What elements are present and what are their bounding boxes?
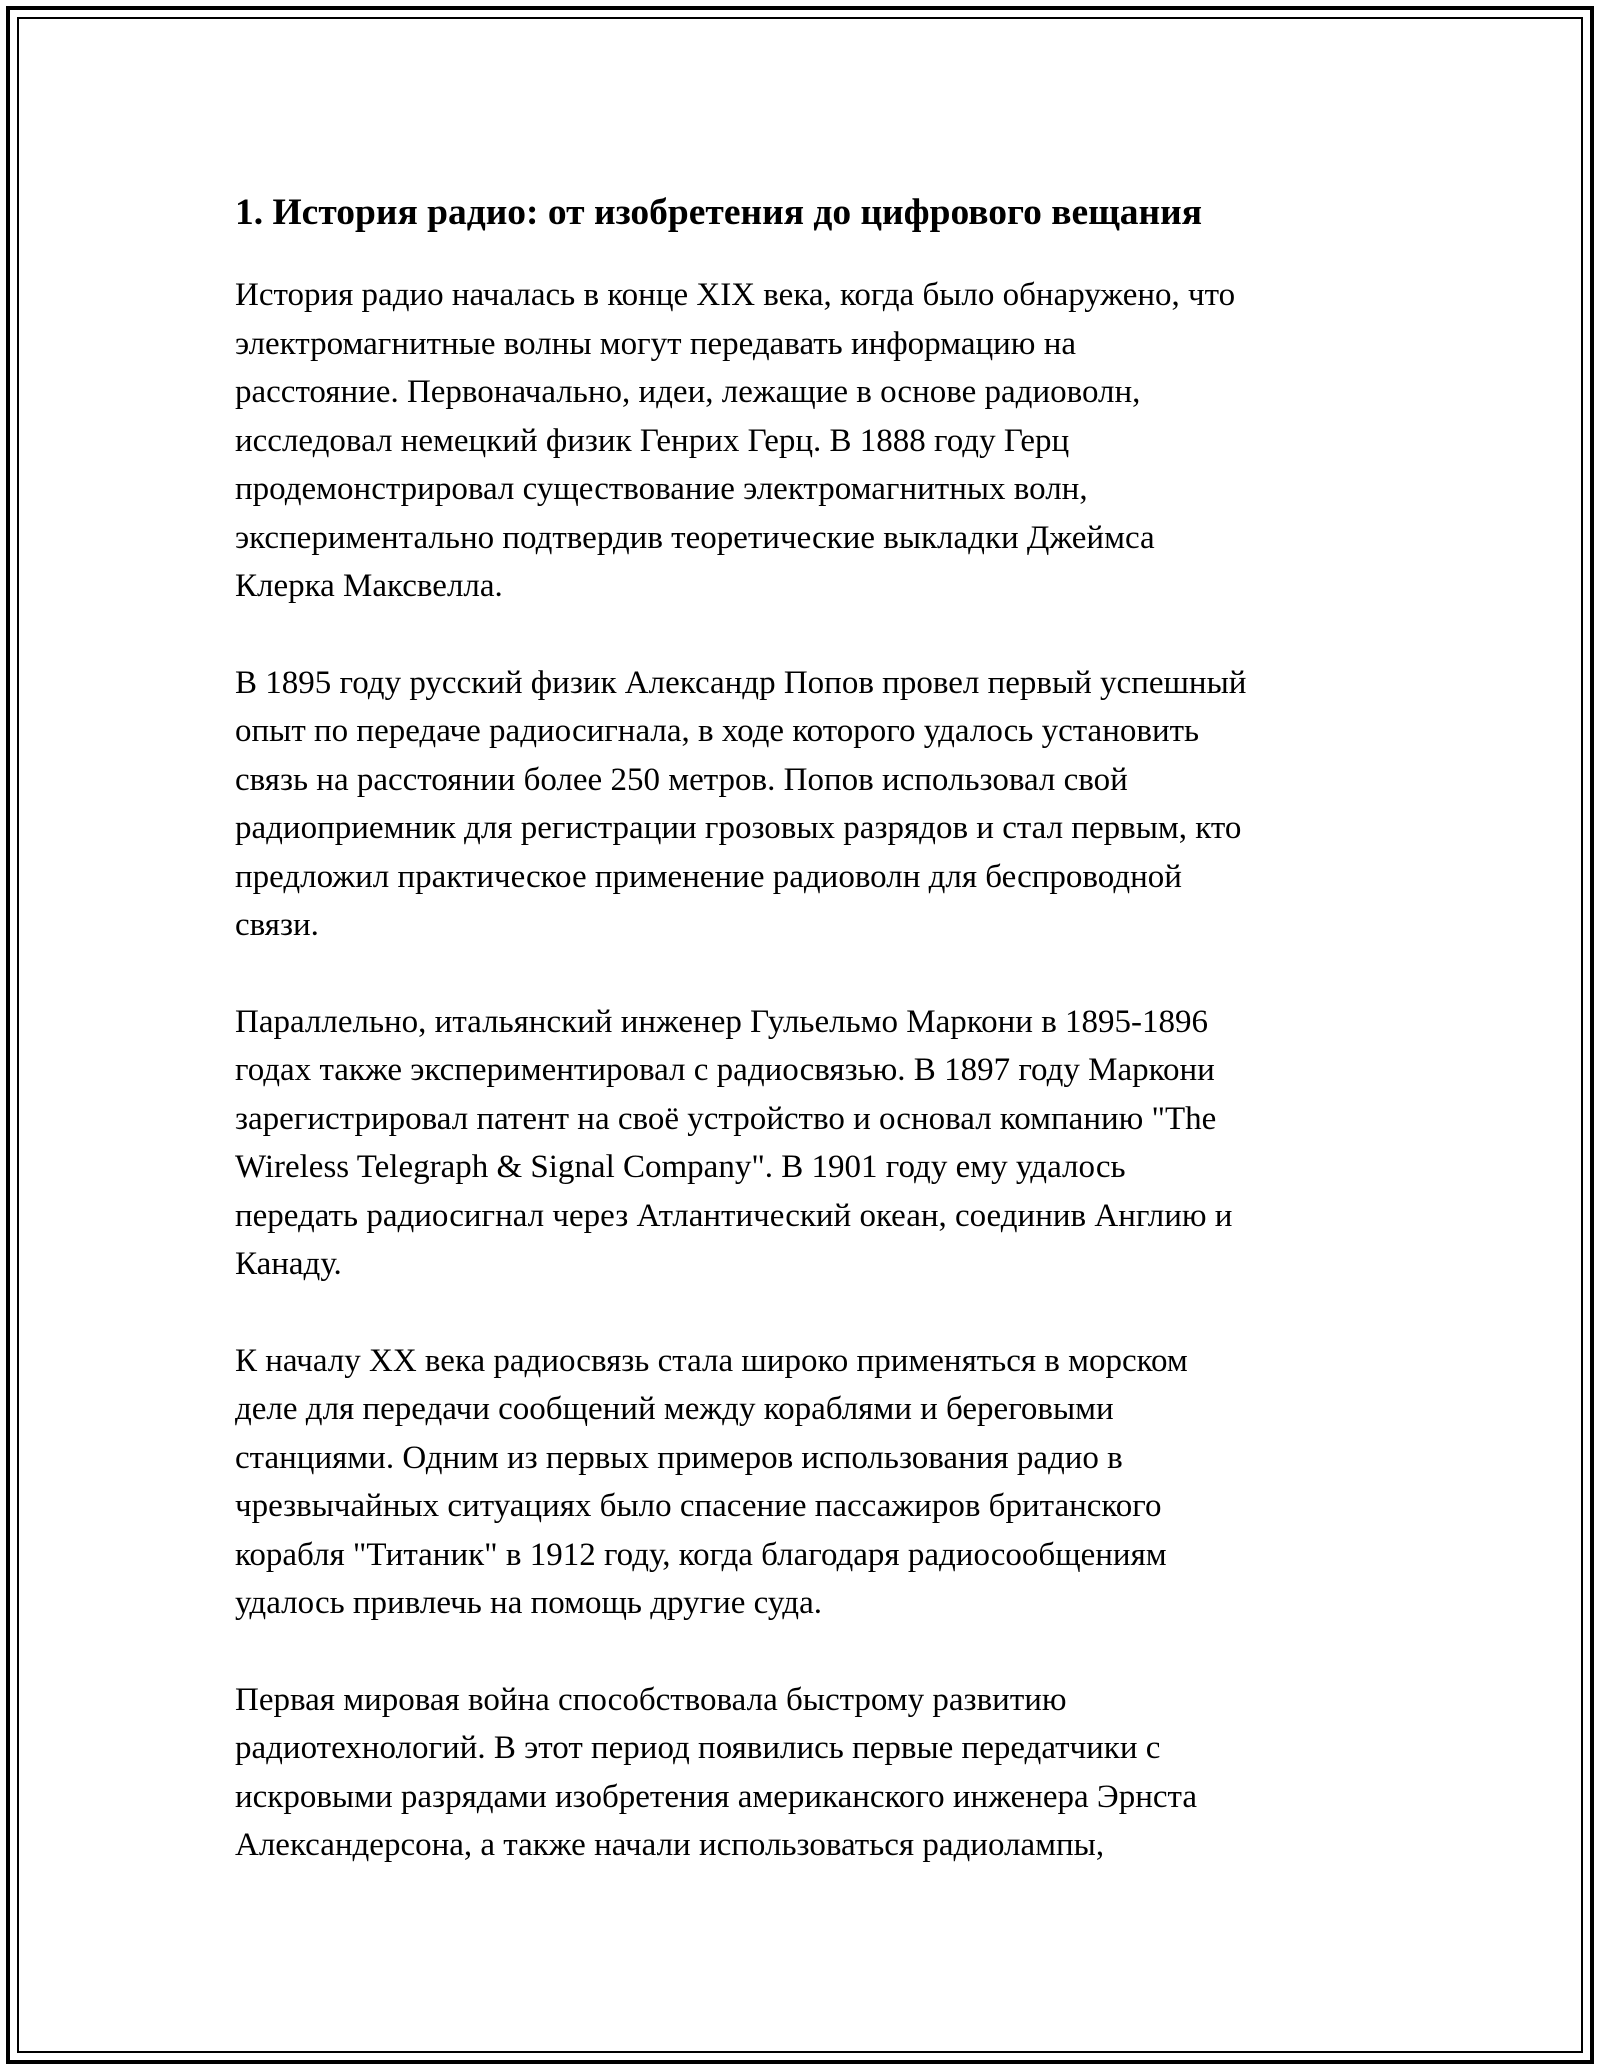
document-body <box>235 185 1370 1918</box>
paragraph-world-war-one: Первая мировая война способствовала быстрому развитию радиотехнологий. В этот период появились первые передатчики с искровыми разрядами изобретения американского инженера Эрнста Александерсона, а также начали использоваться радиолампы, <box>235 1681 1197 1863</box>
paragraph-popov: В 1895 году русский физик Александр Попов провел первый успешный опыт по передаче радиосигнала, в ходе которого удалось установить связь на расстоянии более 250 метров. Попов использовал свой радиоприемник для регистрации грозовых разрядов и стал первым, кто предложил практическое применение радиоволн для беспроводной связи. <box>235 664 1247 943</box>
paragraph-maritime-use: К началу XX века радиосвязь стала широко применяться в морском деле для передачи сообщений между кораблями и береговыми станциями. Одним из первых примеров использования радио в чрезвычайных ситуациях было спасение пассажиров британского корабля "Титаник" в 1912 году, когда благодаря радиосообщениям удалось привлечь на помощь другие суда. <box>235 1342 1188 1621</box>
paragraph-radio-origins: История радио началась в конце XIX века, когда было обнаружено, что электромагнитные волны могут передавать информацию на расстояние. Первоначально, идеи, лежащие в основе радиоволн, исследовал немецкий физик Генрих Герц. В 1888 году Герц продемонстрировал существование электромагнитных волн, экспериментально подтвердив теоретические выкладки Джеймса Клерка Максвелла. <box>235 277 1236 604</box>
document-title: 1. История радио: от изобретения до цифрового вещания <box>235 192 1203 233</box>
paragraph-marconi: Параллельно, итальянский инженер Гульельмо Маркони в 1895-1896 годах также экспериментировал с радиосвязью. В 1897 году Маркони зарегистрировал патент на своё устройство и основал компанию "The Wireless Telegraph & Signal Company". В 1901 году ему удалось передать радиосигнал через Атлантический океан, соединив Англию и Канаду. <box>235 1003 1233 1282</box>
